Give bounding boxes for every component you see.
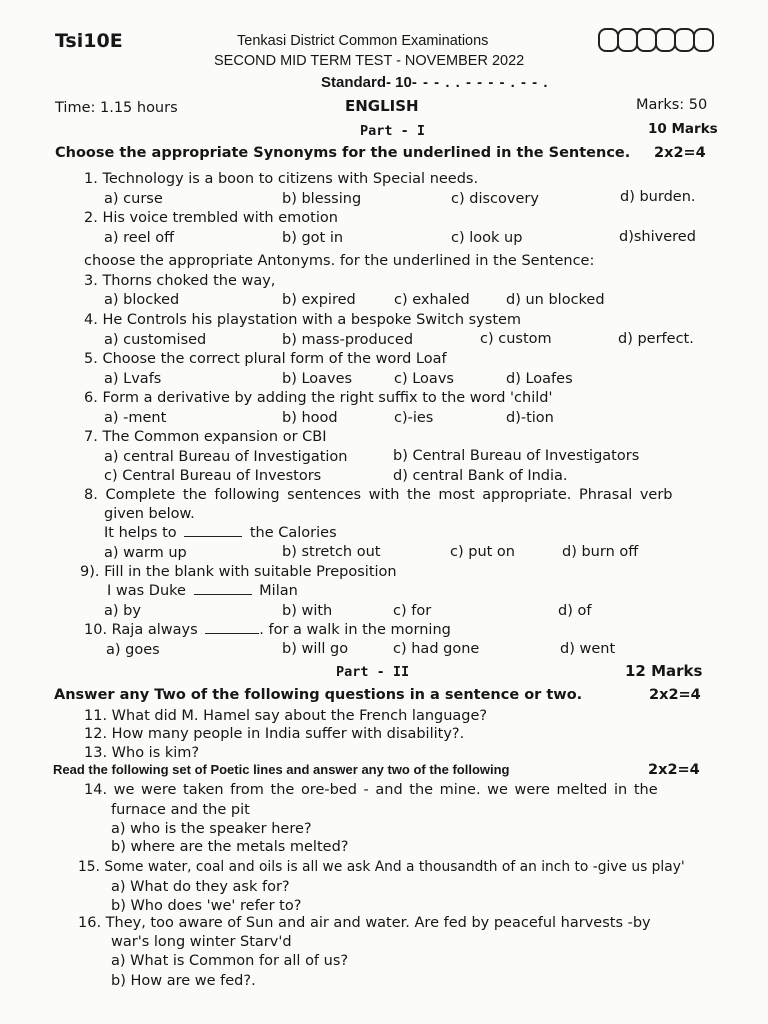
q8-option-d: d) burn off [562, 544, 639, 560]
q2-option-b: b) got in [282, 230, 344, 246]
q4-option-c: c) custom [480, 331, 552, 347]
q8-sentence-pre: It helps to [104, 525, 177, 541]
q1-option-d: d) burden. [620, 189, 696, 205]
register-box [617, 28, 638, 52]
q8-option-c: c) put on [450, 544, 515, 560]
q6-option-a: a) -ment [104, 410, 167, 426]
standard-text: Standard- 10 [321, 74, 412, 91]
q2-option-a: a) reel off [104, 230, 175, 246]
q10-option-b: b) will go [282, 641, 349, 657]
part2-instruction: Answer any Two of the following questions in a sentence or two. [54, 687, 583, 703]
q5-option-c: c) Loavs [394, 371, 454, 387]
exam-title: SECOND MID TERM TEST - NOVEMBER 2022 [214, 53, 525, 69]
register-box [598, 28, 619, 52]
q9-option-d: d) of [558, 603, 592, 619]
part1-title: Part - I [360, 123, 426, 139]
question-13: 13. Who is kim? [84, 745, 200, 761]
question-9: 9). Fill in the blank with suitable Preposition [80, 564, 397, 580]
q9-sentence-pre: I was Duke [107, 583, 186, 599]
register-box [693, 28, 714, 52]
q2-option-c: c) look up [451, 230, 523, 246]
question-1: 1. Technology is a boon to citizens with Special needs. [84, 171, 479, 187]
q4-option-b: b) mass-produced [282, 332, 414, 348]
q9-option-b: b) with [282, 603, 333, 619]
register-box [674, 28, 695, 52]
q7-option-a: a) central Bureau of Investigation [104, 449, 348, 465]
q8-sentence [104, 524, 337, 542]
part2-title: Part - II [336, 664, 410, 680]
q10-option-d: d) went [560, 641, 616, 657]
question-2: 2. His voice trembled with emotion [84, 210, 338, 226]
q10-option-c: c) had gone [393, 641, 480, 657]
q7-option-c: c) Central Bureau of Investors [104, 468, 322, 484]
antonym-instruction: choose the appropriate Antonyms. for the underlined in the Sentence: [84, 253, 595, 269]
q15-sub-a: a) What do they ask for? [111, 879, 290, 895]
part2-score: 2x2=4 [649, 687, 701, 703]
q1-option-c: c) discovery [451, 191, 539, 207]
q5-option-a: a) Lvafs [104, 371, 162, 387]
q7-option-b: b) Central Bureau of Investigators [393, 448, 640, 464]
q15-sub-b: b) Who does 'we' refer to? [111, 898, 302, 914]
q9-sentence-post: Milan [259, 583, 298, 599]
exam-organizer: Tenkasi District Common Examinations [237, 33, 489, 49]
paper-code: Tsi10E [55, 30, 123, 52]
q9-option-c: c) for [393, 603, 432, 619]
q7-option-d: d) central Bank of India. [393, 468, 568, 484]
q10-text-pre: 10. Raja always [84, 622, 198, 638]
poem-score: 2x2=4 [648, 762, 700, 778]
part2-marks: 12 Marks [625, 662, 703, 680]
q8-option-b: b) stretch out [282, 544, 381, 560]
q16-sub-a: a) What is Common for all of us? [111, 953, 349, 969]
q6-option-d: d)-tion [506, 410, 554, 426]
q2-option-d: d)shivered [619, 229, 696, 245]
q3-option-b: b) expired [282, 292, 356, 308]
q1-option-a: a) curse [104, 191, 163, 207]
register-box [655, 28, 676, 52]
register-number-boxes [598, 28, 712, 52]
question-7: 7. The Common expansion or CBI [84, 429, 327, 445]
subject-name: ENGLISH [345, 97, 419, 115]
q4-option-a: a) customised [104, 332, 207, 348]
q9-sentence [107, 582, 298, 600]
question-8: 8. Complete the following sentences with the most appropriate. Phrasal verb [84, 487, 673, 503]
question-15: 15. Some water, coal and oils is all we ask And a thousandth of an inch to -give us play' [78, 859, 685, 875]
question-11: 11. What did M. Hamel say about the French language? [84, 708, 488, 724]
part1-score: 2x2=4 [654, 145, 706, 161]
q8-option-a: a) warm up [104, 545, 187, 561]
q3-option-d: d) un blocked [506, 292, 605, 308]
question-10 [84, 621, 451, 639]
poem-instruction: Read the following set of Poetic lines and answer any two of the following [53, 762, 510, 777]
question-4: 4. He Controls his playstation with a bespoke Switch system [84, 312, 522, 328]
question-16-cont: war's long winter Starv'd [111, 934, 292, 950]
standard-label: Standard- 10- - - . . - - - - . - - . [321, 74, 549, 91]
total-marks: Marks: 50 [636, 97, 708, 113]
q9-option-a: a) by [104, 603, 141, 619]
question-3: 3. Thorns choked the way, [84, 273, 276, 289]
q16-sub-b: b) How are we fed?. [111, 973, 256, 989]
q10-option-a: a) goes [106, 642, 160, 658]
question-14: 14. we were taken from the ore-bed - and the mine. we were melted in the [84, 782, 658, 798]
exam-time: Time: 1.15 hours [55, 100, 178, 116]
part1-marks: 10 Marks [648, 121, 718, 137]
q5-option-b: b) Loaves [282, 371, 353, 387]
q3-option-a: a) blocked [104, 292, 180, 308]
q14-sub-a: a) who is the speaker here? [111, 821, 312, 837]
part1-instruction: Choose the appropriate Synonyms for the underlined in the Sentence. [55, 145, 631, 161]
q10-text-post: . for a walk in the morning [259, 622, 451, 638]
question-6: 6. Form a derivative by adding the right suffix to the word 'child' [84, 390, 553, 406]
question-16: 16. They, too aware of Sun and air and water. Are fed by peaceful harvests -by [78, 915, 651, 931]
q8-sentence-post: the Calories [249, 525, 337, 541]
q6-option-c: c)-ies [394, 410, 434, 426]
q14-sub-b: b) where are the metals melted? [111, 839, 349, 855]
question-14-cont: furnace and the pit [111, 802, 250, 818]
question-8-cont: given below. [104, 506, 195, 522]
q5-option-d: d) Loafes [506, 371, 573, 387]
q6-option-b: b) hood [282, 410, 338, 426]
q1-option-b: b) blessing [282, 191, 362, 207]
register-box [636, 28, 657, 52]
q4-option-d: d) perfect. [618, 331, 694, 347]
q3-option-c: c) exhaled [394, 292, 470, 308]
question-12: 12. How many people in India suffer with disability?. [84, 726, 465, 742]
question-5: 5. Choose the correct plural form of the word Loaf [84, 351, 447, 367]
